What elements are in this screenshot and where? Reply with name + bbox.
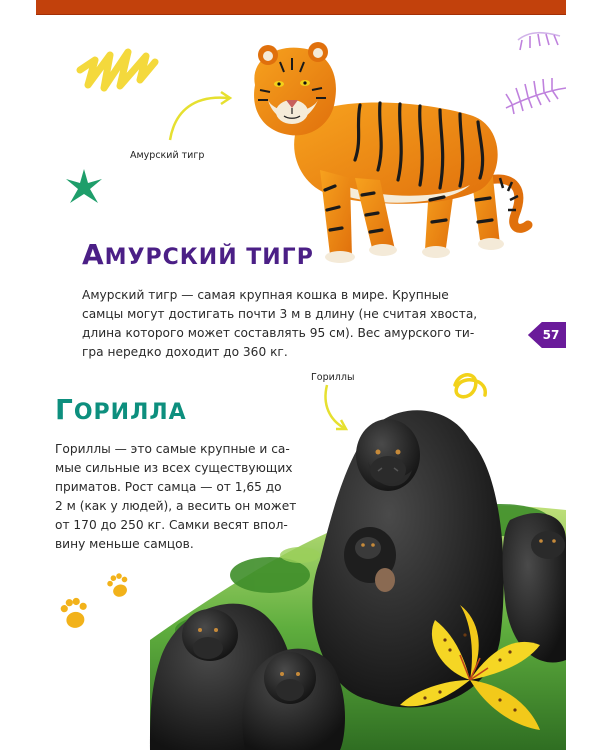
gorilla-paragraph-line: 2 м (как у людей), а весить он может	[55, 499, 297, 513]
tiger-paragraph	[82, 286, 502, 362]
gorilla-paragraph-line: от 170 до 250 кг. Самки весят впол-	[55, 518, 288, 532]
tiger-paragraph-line: самцы могут достигать почти 3 м в длину (не считая хвоста,	[82, 307, 478, 321]
tiger-paragraph-line: Амурский тигр — самая крупная кошка в мире. Крупные	[82, 288, 449, 302]
tiger-heading	[82, 238, 314, 271]
gorilla-paragraph-line: вину меньше самцов.	[55, 537, 194, 551]
gorilla-paragraph-line: приматов. Рост самца — от 1,65 до	[55, 480, 282, 494]
gorilla-paragraph-line: мые сильные из всех существующих	[55, 461, 293, 475]
tiger-paragraph-line: гра нередко доходит до 360 кг.	[82, 345, 288, 359]
gorilla-heading-rest: ОРИЛЛА	[73, 400, 187, 425]
tiger-heading-initial: А	[82, 238, 105, 271]
tiger-caption: Амурский тигр	[130, 150, 205, 161]
gorilla-heading	[55, 393, 187, 426]
gorilla-heading-initial: Г	[55, 393, 74, 426]
gorilla-paragraph	[55, 440, 305, 554]
tiger-paragraph-line: длина которого может составлять 95 см). Вес амурского ти-	[82, 326, 475, 340]
tiger-heading-rest: МУРСКИЙ ТИГР	[104, 245, 314, 270]
gorilla-caption: Гориллы	[311, 372, 355, 383]
page-number: 57	[542, 328, 560, 342]
gorilla-paragraph-line: Гориллы — это самые крупные и са-	[55, 442, 290, 456]
